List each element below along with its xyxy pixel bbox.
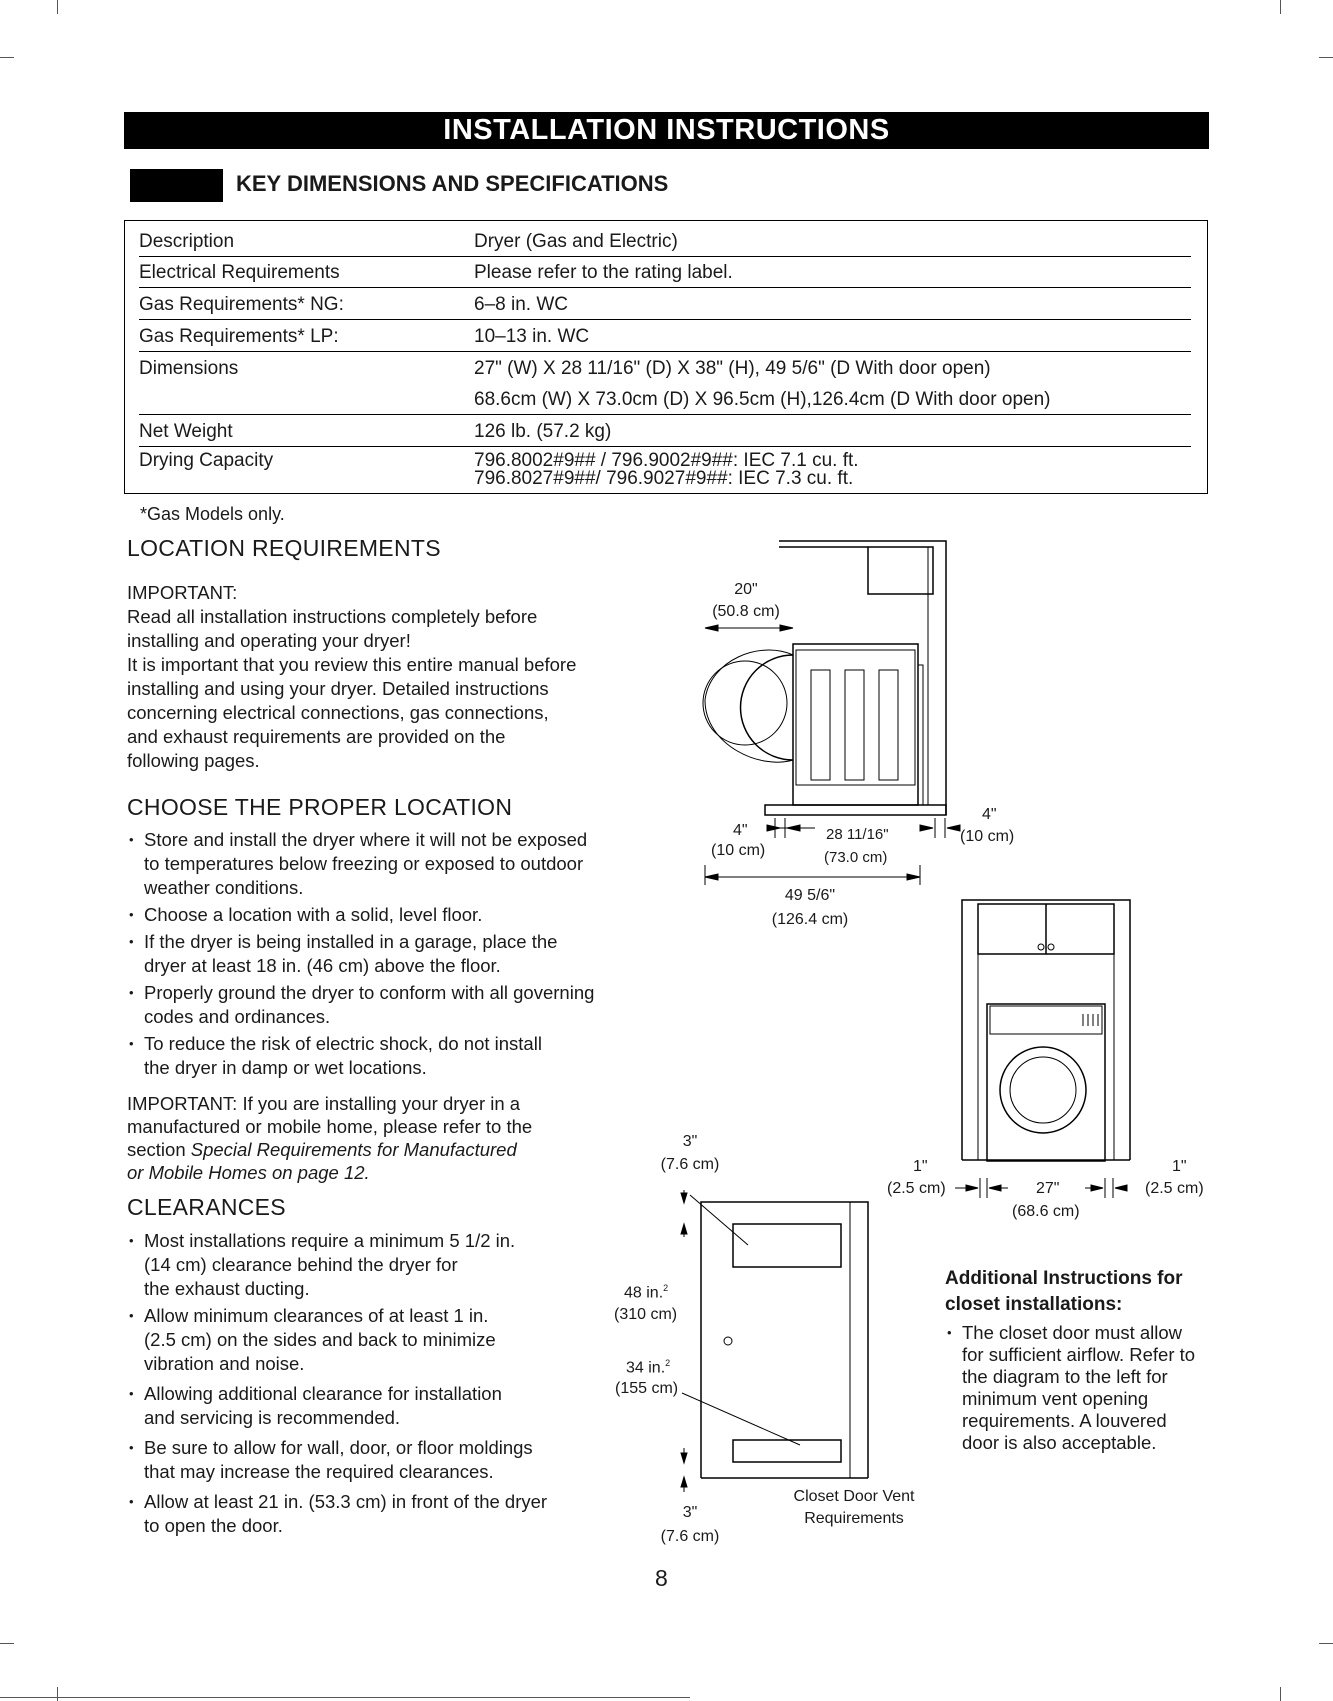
dim-top-cm: (50.8 cm) xyxy=(712,603,780,620)
dim-left-cm: (10 cm) xyxy=(711,842,766,859)
list-item: • Be sure to allow for wall, door, or floor moldings that may increase the required clearances. xyxy=(127,1436,647,1484)
spec-label: Dimensions xyxy=(139,358,239,379)
list-item: • Allowing additional clearance for installation and servicing is recommended. xyxy=(127,1382,647,1430)
list-item: • If the dryer is being installed in a garage, place the dryer at least 18 in. (46 cm) above the floor. xyxy=(127,930,647,978)
list-item: • Allow at least 21 in. (53.3 cm) in front of the dryer to open the door. xyxy=(127,1490,647,1538)
door-bottom-cm: (7.6 cm) xyxy=(660,1528,720,1545)
spec-value: 126 lb. (57.2 kg) xyxy=(474,421,612,442)
front-width-in: 27" xyxy=(1036,1180,1060,1197)
spec-label: Net Weight xyxy=(139,421,233,442)
spec-label: Electrical Requirements xyxy=(139,262,340,283)
vent2-cm: (155 cm) xyxy=(615,1380,679,1397)
door-top-in: 3" xyxy=(682,1133,698,1150)
page-banner: INSTALLATION INSTRUCTIONS xyxy=(124,112,1209,149)
section-title: KEY DIMENSIONS AND SPECIFICATIONS xyxy=(236,171,669,196)
choose-heading: CHOOSE THE PROPER LOCATION xyxy=(127,794,513,820)
front-right-in: 1" xyxy=(1172,1158,1187,1175)
door-bottom-in: 3" xyxy=(682,1504,698,1521)
important-note: IMPORTANT: If you are installing your dryer in a manufactured or mobile home, please refer to the section Special Requirements for Manufactured or Mobile Homes on page 12. xyxy=(127,1093,533,1183)
dim-top-in: 20" xyxy=(734,581,758,598)
front-left-cm: (2.5 cm) xyxy=(887,1180,946,1197)
dim-open-in: 49 5/6" xyxy=(784,887,836,904)
dim-right-in: 4" xyxy=(982,806,997,823)
additional-title: Additional Instructions for closet installations: xyxy=(945,1268,1183,1315)
location-text: IMPORTANT: Read all installation instructions completely before installing and operating your dryer! It is important that you review this entire manual before installing and using your dryer. Detailed instructions concerning electrical connections, gas connections, and exhaust requirements are provided on the following pages. xyxy=(127,582,577,771)
front-right-cm: (2.5 cm) xyxy=(1145,1180,1204,1197)
list-item: • Choose a location with a solid, level floor. xyxy=(127,903,647,927)
spec-label: Description xyxy=(139,231,235,252)
dim-open-cm: (126.4 cm) xyxy=(771,911,849,928)
spec-value: 27" (W) X 28 11/16" (D) X 38" (H), 49 5/6" (D With door open) xyxy=(474,358,991,379)
vent1-in: 48 in.$^2$ xyxy=(624,1283,669,1302)
front-width-cm: (68.6 cm) xyxy=(1012,1203,1080,1220)
spec-value: 10–13 in. WC xyxy=(474,326,590,347)
door-caption-2: Requirements xyxy=(804,1510,904,1527)
spec-label: Gas Requirements* LP: xyxy=(139,326,339,347)
dim-left-in: 4" xyxy=(733,822,748,839)
spec-value: 68.6cm (W) X 73.0cm (D) X 96.5cm (H),126.4cm (D With door open) xyxy=(474,389,1051,410)
front-left-in: 1" xyxy=(913,1158,928,1175)
list-item: • Properly ground the dryer to conform with all governing codes and ordinances. xyxy=(127,981,647,1029)
dim-right-cm: (10 cm) xyxy=(960,828,1015,845)
list-item: • To reduce the risk of electric shock, do not install the dryer in damp or wet locations. xyxy=(127,1032,647,1080)
vent2-in: 34 in.$^2$ xyxy=(626,1358,671,1377)
additional-list xyxy=(945,1322,1225,1454)
spec-value: 6–8 in. WC xyxy=(474,294,568,315)
door-caption-1: Closet Door Vent xyxy=(793,1488,915,1505)
gas-note: *Gas Models only. xyxy=(140,504,285,524)
list-item: • Most installations require a minimum 5 1/2 in. (14 cm) clearance behind the dryer for the exhaust ducting. xyxy=(127,1229,647,1301)
spec-label: Drying Capacity xyxy=(139,450,274,471)
list-item: • The closet door must allow for sufficient airflow. Refer to the diagram to the left for minimum vent opening requirements. A louvered door is also acceptable. xyxy=(945,1322,1225,1454)
dim-depth-in: 28 11/16" xyxy=(826,826,889,843)
location-heading: LOCATION REQUIREMENTS xyxy=(127,535,441,561)
door-top-cm: (7.6 cm) xyxy=(660,1156,720,1173)
spec-value: Dryer (Gas and Electric) xyxy=(474,231,678,252)
list-item: • Store and install the dryer where it will not be exposed to temperatures below freezing or exposed to outdoor weather conditions. xyxy=(127,828,647,900)
dim-depth-cm: (73.0 cm) xyxy=(824,849,888,866)
spec-label: Gas Requirements* NG: xyxy=(139,294,344,315)
spec-value: Please refer to the rating label. xyxy=(474,262,733,283)
spec-value: 796.8027#9##/ 796.9027#9##: IEC 7.3 cu. ft. xyxy=(474,468,854,489)
spec-value: 796.8002#9## / 796.9002#9##: IEC 7.1 cu. ft. xyxy=(474,450,859,471)
vent1-cm: (310 cm) xyxy=(614,1306,678,1323)
page-number: 8 xyxy=(655,1565,668,1591)
clearances-heading: CLEARANCES xyxy=(127,1194,286,1220)
list-item: • Allow minimum clearances of at least 1 in. (2.5 cm) on the sides and back to minimize vibration and noise. xyxy=(127,1304,647,1376)
